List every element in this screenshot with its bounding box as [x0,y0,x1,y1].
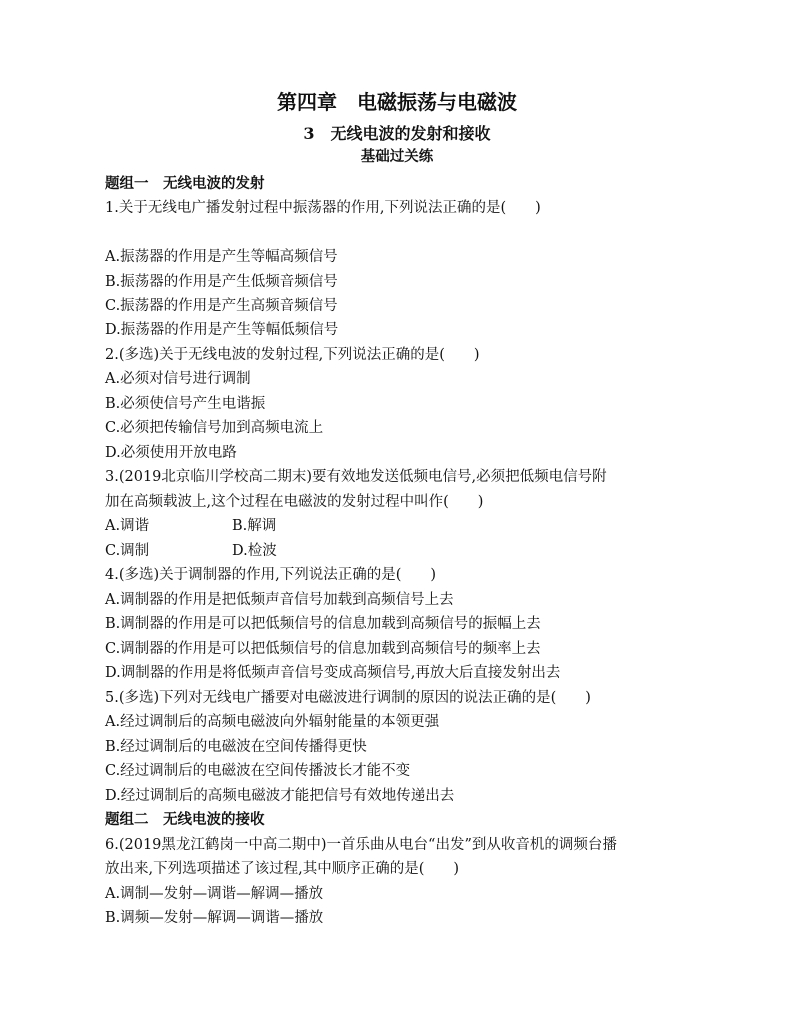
q5-stem: 5.(多选)下列对无线电广播要对电磁波进行调制的原因的说法正确的是( ) [105,690,591,706]
q4-option-a: A.调制器的作用是把低频声音信号加载到高频信号上去 [105,592,454,608]
q2-stem: 2.(多选)关于无线电波的发射过程,下列说法正确的是( ) [105,347,480,363]
q4-option-c: C.调制器的作用是可以把低频信号的信息加载到高频信号的频率上去 [105,641,541,657]
q4-stem: 4.(多选)关于调制器的作用,下列说法正确的是( ) [105,567,437,583]
subtitle: 基础过关练 [360,148,434,165]
q1-stem: 1.关于无线电广播发射过程中振荡器的作用,下列说法正确的是( ) [105,200,541,216]
q2-option-b: B.必须使信号产生电谐振 [105,396,266,412]
q1-option-b: B.振荡器的作用是产生低频音频信号 [105,274,338,290]
chapter-title: 第四章 电磁振荡与电磁波 [277,90,517,114]
q6-option-a: A.调制—发射—调谐—解调—播放 [105,886,324,902]
q4-option-d: D.调制器的作用是将低频声音信号变成高频信号,再放大后直接发射出去 [105,665,561,681]
q6-stem-line1: 6.(2019黑龙江鹤岗一中高二期中)一首乐曲从电台“出发”到从收音机的调频台播 [105,837,617,853]
q5-option-b: B.经过调制后的电磁波在空间传播得更快 [105,739,367,755]
group1-title: 题组一 无线电波的发射 [105,175,265,192]
q6-option-b: B.调频—发射—解调—调谐—播放 [105,910,324,926]
q5-option-a: A.经过调制后的高频电磁波向外辐射能量的本领更强 [105,714,440,730]
q1-option-a: A.振荡器的作用是产生等幅高频信号 [105,249,338,265]
q3-stem-line2: 加在高频载波上,这个过程在电磁波的发射过程中叫作( ) [105,494,484,510]
q3-option-d: D.检波 [232,543,277,559]
q2-option-d: D.必须使用开放电路 [105,445,237,461]
q3-option-a: A.调谐 [105,518,150,534]
q5-option-c: C.经过调制后的电磁波在空间传播波长才能不变 [105,763,411,779]
q4-option-b: B.调制器的作用是可以把低频信号的信息加载到高频信号的振幅上去 [105,616,541,632]
q5-option-d: D.经过调制后的高频电磁波才能把信号有效地传递出去 [105,788,455,804]
q1-option-d: D.振荡器的作用是产生等幅低频信号 [105,322,339,338]
q2-option-a: A.必须对信号进行调制 [105,371,251,387]
q6-stem-line2: 放出来,下列选项描述了该过程,其中顺序正确的是( ) [105,861,460,877]
q3-option-c: C.调制 [105,543,150,559]
q2-option-c: C.必须把传输信号加到高频电流上 [105,420,324,436]
q3-stem-line1: 3.(2019北京临川学校高二期末)要有效地发送低频电信号,必须把低频电信号附 [105,469,607,485]
section-title: 3 无线电波的发射和接收 [303,124,491,143]
q3-option-b: B.解调 [232,518,277,534]
group2-title: 题组二 无线电波的接收 [105,811,265,828]
q1-option-c: C.振荡器的作用是产生高频音频信号 [105,298,338,314]
